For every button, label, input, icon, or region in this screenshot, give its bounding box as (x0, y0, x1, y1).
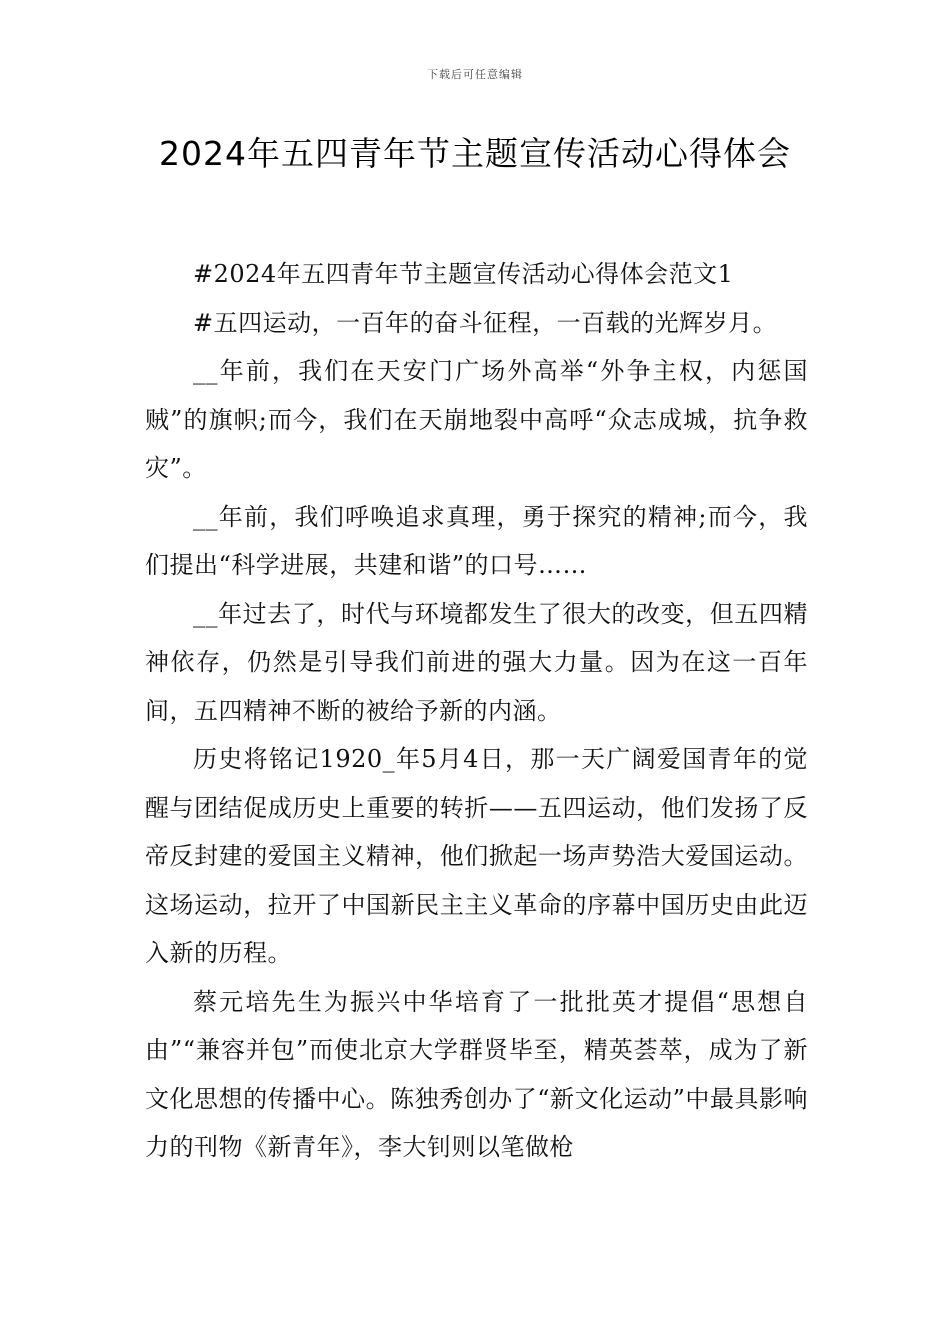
document-title: 2024年五四青年节主题宣传活动心得体会 (159, 134, 791, 173)
paragraph: #五四运动，一百年的奋斗征程，一百载的光辉岁月。 (193, 308, 778, 337)
paragraph: __年过去了，时代与环境都发生了很大的改变，但五四精神依存，仍然是引导我们前进的强大力量。因为在这一百年间，五四精神不断的被给予新的内涵。 (145, 599, 808, 725)
paragraph: __年前，我们在天安门广场外高举“外争主权，内惩国贼”的旗帜;而今，我们在天崩地裂中高呼“众志成城，抗争救灾”。 (145, 357, 808, 482)
paragraph: __年前，我们呼唤追求真理，勇于探究的精神;而今，我们提出“科学进展，共建和谐”的口号…… (145, 502, 808, 579)
paragraph: 蔡元培先生为振兴中华培育了一批批英才提倡“思想自由”“兼容并包”而使北京大学群贤毕至，精英荟萃，成为了新文化思想的传播中心。陈独秀创办了“新文化运动”中最具影响力的刊物《新青年》，李大钊则以笔做枪 (145, 987, 808, 1161)
paragraph-heading: #2024年五四青年节主题宣传活动心得体会范文1 (193, 260, 734, 288)
header-note: 下载后可任意编辑 (427, 68, 523, 81)
document-body (145, 250, 808, 1172)
paragraph: 历史将铭记1920_年5月4日，那一天广阔爱国青年的觉醒与团结促成历史上重要的转折——五四运动，他们发扬了反帝反封建的爱国主义精神，他们掀起一场声势浩大爱国运动。这场运动，拉开了中国新民主主义革命的序幕中国历史由此迈入新的历程。 (145, 745, 808, 967)
